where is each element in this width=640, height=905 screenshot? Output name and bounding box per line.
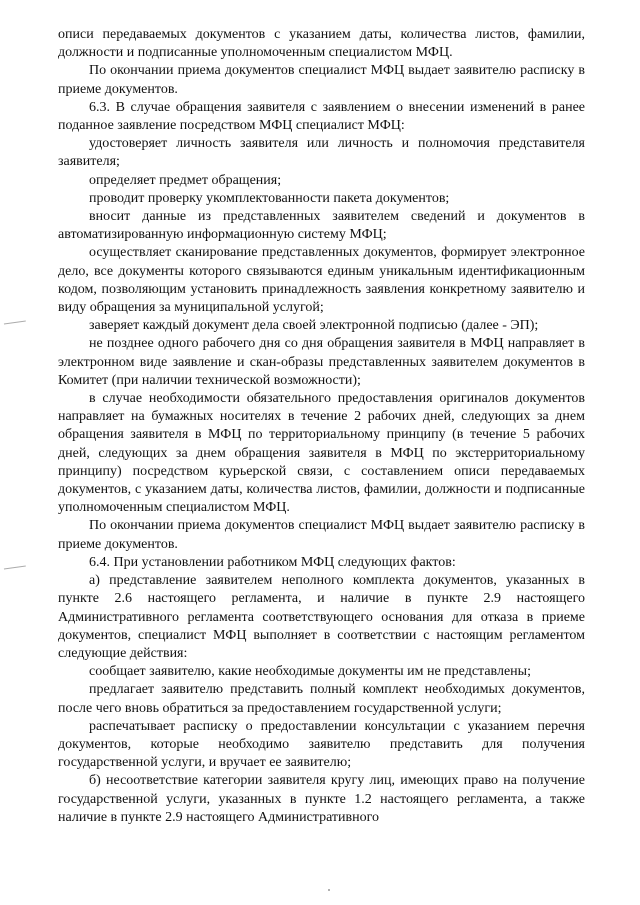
page-dot [328, 889, 330, 891]
paragraph: заверяет каждый документ дела своей электронной подписью (далее - ЭП); [89, 318, 539, 334]
paragraph: описи передаваемых документов с указанием даты, количества листов, фамилии, должности и подписанные уполномоченным специалистом МФЦ. [58, 27, 585, 61]
paragraph: 6.3. В случае обращения заявителя с заявлением о внесении изменений в ранее поданное заявление посредством МФЦ специалист МФЦ: [58, 99, 585, 134]
paragraph: в случае необходимости обязательного предоставления оригиналов документов направляет на бумажных носителях в течение 2 рабочих дней, следующих за днем обращения заявителя в МФЦ по территориальному принципу (в течение 5 рабочих дней, следующих за днем обращения заявителя в МФЦ по экстерриториальному принципу) посредством курьерской связи, с составлением описи передаваемых документов, с указанием даты, количества листов, фамилии, должности и подписанные уполномоченным специалистом МФЦ. [58, 391, 585, 516]
paragraph: распечатывает расписку о предоставлении консультации с указанием перечня документов, которые необходимо заявителю представить для получения государственной услуги, и вручает ее заявителю; [58, 718, 585, 771]
paragraph: а) представление заявителем неполного комплекта документов, указанных в пункте 2.6 настоящего регламента, и наличие в пункте 2.9 настоящего Административного регламента соответствующего основания для отказа в приеме документов, специалист МФЦ выполняет в соответствии с настоящим регламентом следующие действия: [58, 573, 585, 661]
document-page [58, 26, 585, 827]
paragraph: удостоверяет личность заявителя или личность и полномочия представителя заявителя; [58, 136, 585, 170]
paragraph: 6.4. При установлении работником МФЦ следующих фактов: [89, 554, 456, 570]
margin-mark [4, 565, 26, 571]
paragraph: проводит проверку укомплектованности пакета документов; [89, 190, 450, 206]
paragraph: предлагает заявителю представить полный комплект необходимых документов, после чего вновь обратиться за предоставлением государственной услуги; [58, 682, 585, 716]
paragraph: По окончании приема документов специалист МФЦ выдает заявителю расписку в приеме документов. [58, 63, 585, 97]
paragraph: определяет предмет обращения; [89, 172, 282, 188]
paragraph: б) несоответствие категории заявителя кругу лиц, имеющих право на получение государственной услуги, указанных в пункте 1.2 настоящего регламента, а также наличие в пункте 2.9 настоящего Административного [58, 773, 585, 825]
paragraph: вносит данные из представленных заявителем сведений и документов в автоматизированную информационную систему МФЦ; [58, 209, 585, 243]
paragraph: По окончании приема документов специалист МФЦ выдает заявителю расписку в приеме документов. [58, 518, 585, 552]
margin-mark [4, 320, 26, 326]
paragraph: осуществляет сканирование представленных документов, формирует электронное дело, все документы которого связываются единым уникальным идентификационным кодом, позволяющим установить принадлежность заявления конкретному заявителю и виду обращения за муниципальной услугой; [58, 245, 585, 316]
paragraph: не позднее одного рабочего дня со дня обращения заявителя в МФЦ направляет в электронном виде заявление и скан-образы представленных заявителем документов в Комитет (при наличии технической возможности); [58, 336, 585, 388]
paragraph: сообщает заявителю, какие необходимые документы им не представлены; [89, 664, 531, 680]
